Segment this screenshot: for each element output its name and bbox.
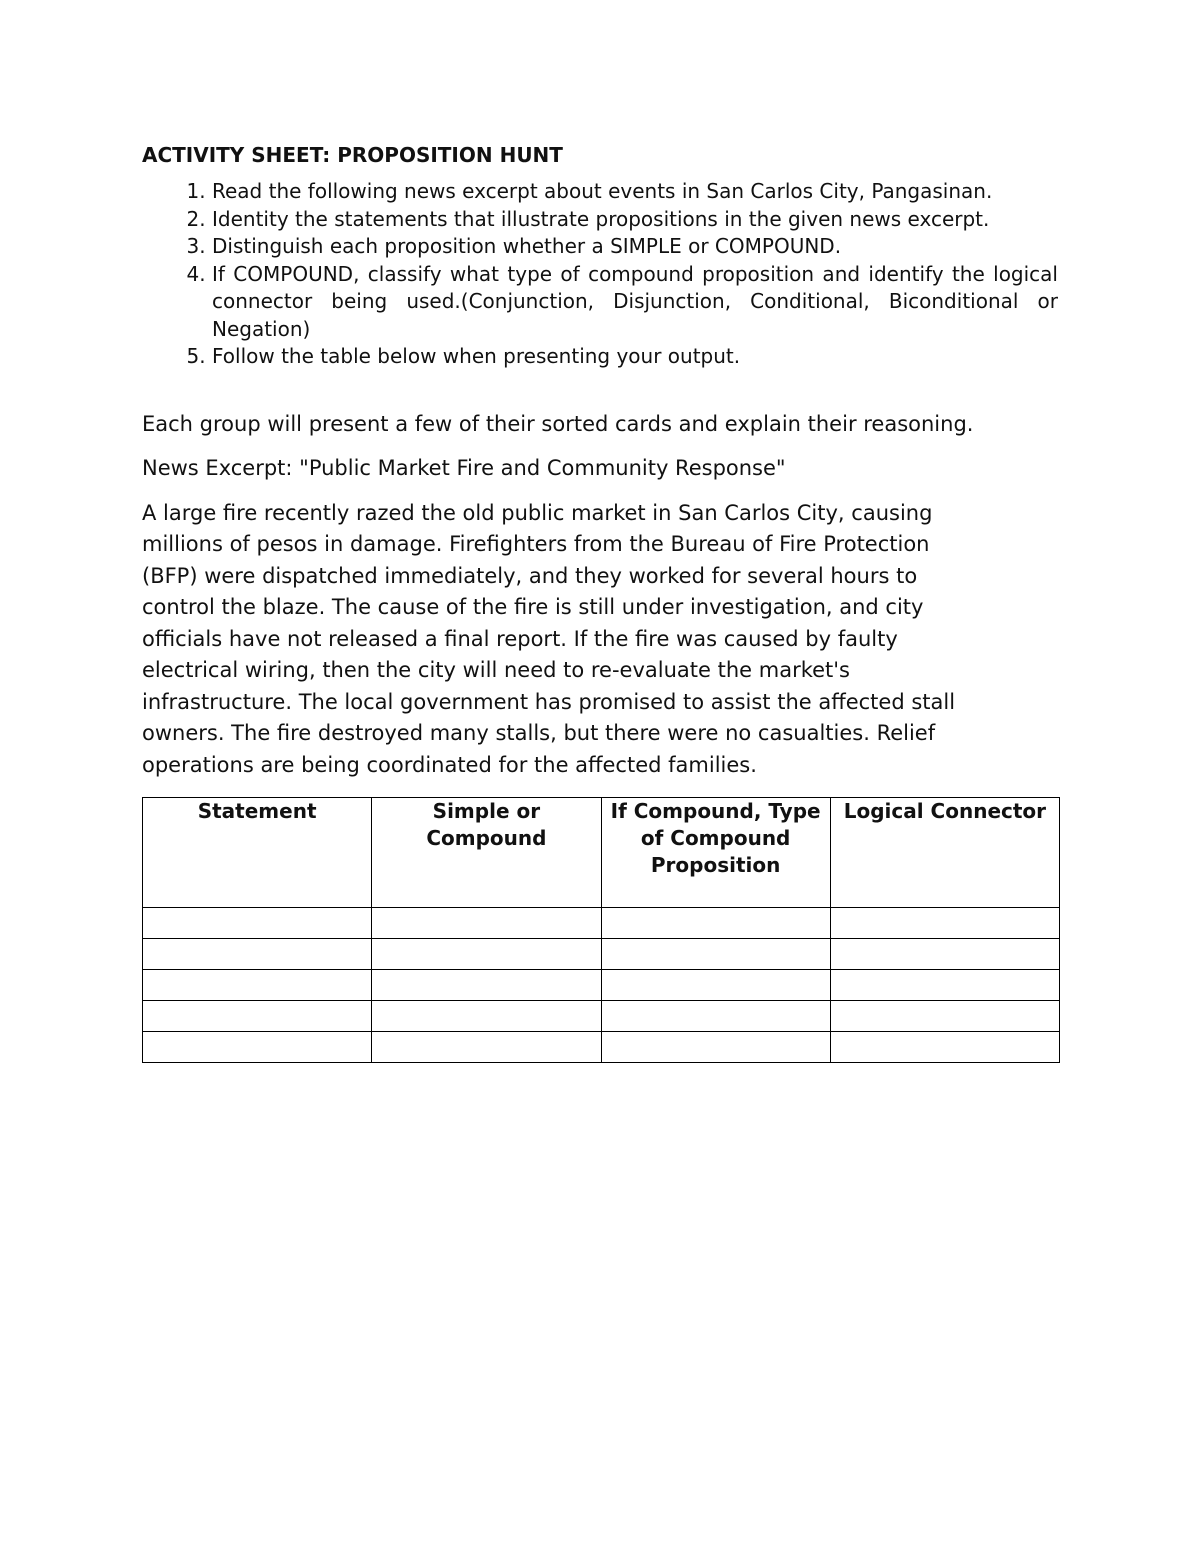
table-cell[interactable]: [601, 1032, 830, 1063]
header-logical-connector: Logical Connector: [830, 798, 1059, 908]
table-row: [143, 1001, 1060, 1032]
table-cell[interactable]: [601, 939, 830, 970]
table-cell[interactable]: [830, 939, 1059, 970]
table-cell[interactable]: [372, 970, 601, 1001]
document-page: [142, 140, 1058, 1063]
table-cell[interactable]: [830, 970, 1059, 1001]
table-cell[interactable]: [143, 1001, 372, 1032]
table-cell[interactable]: [601, 1001, 830, 1032]
instruction-step: 2. Identity the statements that illustrate propositions in the given news excerpt.: [212, 206, 1058, 234]
table-cell[interactable]: [830, 1032, 1059, 1063]
table-cell[interactable]: [143, 939, 372, 970]
excerpt-heading: News Excerpt: "Public Market Fire and Community Response": [142, 456, 786, 480]
instruction-step: 4. If COMPOUND, classify what type of compound proposition and identify the logical connector being used.(Conjunction, Disjunction, Conditional, Biconditional or Negation): [212, 261, 1058, 344]
activity-title: ACTIVITY SHEET: PROPOSITION HUNT: [142, 143, 563, 167]
table-cell[interactable]: [830, 1001, 1059, 1032]
table-row: [143, 1032, 1060, 1063]
output-table: [142, 797, 1060, 1063]
instruction-list: [142, 178, 1058, 371]
table-cell[interactable]: [372, 939, 601, 970]
instruction-step: 3. Distinguish each proposition whether a SIMPLE or COMPOUND.: [212, 233, 1058, 261]
table-cell[interactable]: [372, 1001, 601, 1032]
group-instruction: Each group will present a few of their sorted cards and explain their reasoning.: [142, 411, 974, 436]
table-cell[interactable]: [143, 1032, 372, 1063]
table-cell[interactable]: [143, 908, 372, 939]
news-excerpt-body: A large fire recently razed the old public market in San Carlos City, causing millions of pesos in damage. Firefighters from the Bureau of Fire Protection (BFP) were dispatched immediately, and they worked for several hours to control the blaze. The cause of the fire is still under investigation, and city officials have not released a final report. If the fire was caused by faulty electrical wiring, then the city will need to re-evaluate the market's infrastructure. The local government has promised to assist the affected stall owners. The fire destroyed many stalls, but there were no casualties. Relief operations are being coordinated for the affected families.: [142, 500, 956, 777]
header-statement: Statement: [143, 798, 372, 908]
table-cell[interactable]: [830, 908, 1059, 939]
table-cell[interactable]: [372, 908, 601, 939]
table-header-row: [143, 798, 1060, 908]
table-cell[interactable]: [372, 1032, 601, 1063]
header-compound-type: If Compound, Type of Compound Proposition: [601, 798, 830, 908]
table-cell[interactable]: [601, 970, 830, 1001]
instruction-step: 5. Follow the table below when presenting your output.: [212, 343, 1058, 371]
table-cell[interactable]: [143, 970, 372, 1001]
table-cell[interactable]: [601, 908, 830, 939]
spacer: [142, 371, 1058, 409]
table-row: [143, 908, 1060, 939]
instruction-step: 1. Read the following news excerpt about events in San Carlos City, Pangasinan.: [212, 178, 1058, 206]
header-simple-or-compound: Simple or Compound: [372, 798, 601, 908]
table-row: [143, 970, 1060, 1001]
table-row: [143, 939, 1060, 970]
